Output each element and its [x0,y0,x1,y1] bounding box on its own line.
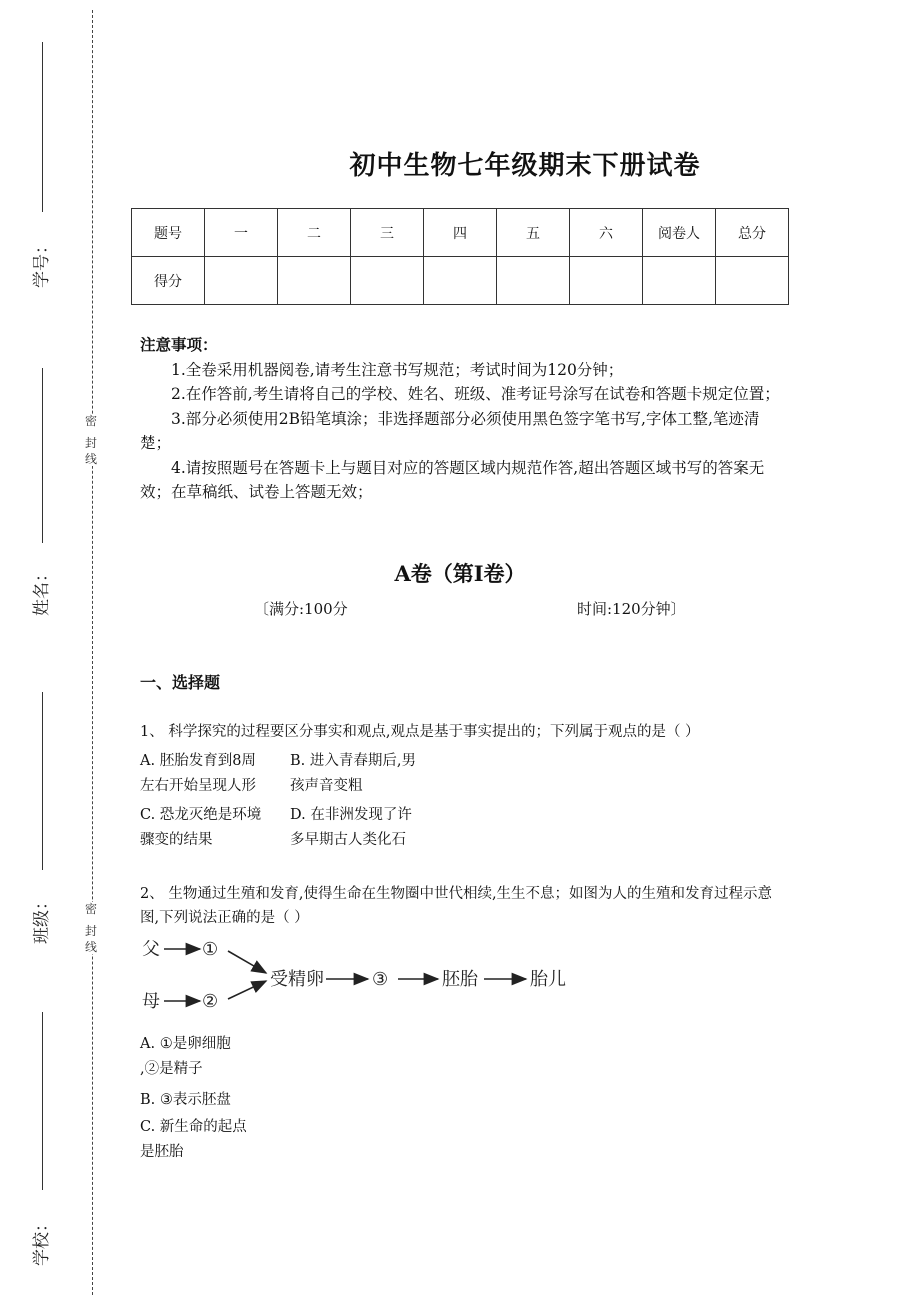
arrow [228,981,266,999]
table-header-cell: 总分 [716,209,789,257]
notes-heading: 注意事项： [140,335,218,354]
score-cell [497,257,570,305]
score-cell [716,257,789,305]
class-label: 班级： [32,893,52,944]
q1-option-c [140,803,261,853]
table-header-cell: 二 [278,209,351,257]
score-cell [278,257,351,305]
table-header-cell: 五 [497,209,570,257]
score-cell [205,257,278,305]
option-text: 多早期古人类化石 [290,832,406,848]
paper-section-title: A卷（第I卷） [394,561,526,586]
full-score-label: 〔满分:100分 [254,600,348,618]
diagram-embryo: 胚胎 [442,969,478,990]
option-text: ,②是精子 [140,1061,203,1077]
option-text: C. 恐龙灭绝是环境 [140,807,262,823]
diagram-zygote: 受精卵 [270,969,324,990]
q2-option-b [140,1088,231,1113]
seal-text-top: 密 封 线 [84,414,97,466]
exam-title: 初中生物七年级期末下册试卷 [349,151,701,181]
question-2-stem: 2、 生物通过生殖和发育,使得生命在生物圈中世代相续,生生不息；如图为人的生殖和发育过程示意图,下列说法正确的是（ ） [140,886,773,926]
option-text: B. 进入青春期后,男 [290,753,416,769]
score-table-header-row [132,209,789,257]
seal-text-bottom: 密 封 线 [84,902,97,954]
reproduction-diagram [140,935,590,1015]
seal-dashed-line [92,10,93,1295]
diagram-circle-2: ② [202,991,219,1012]
table-header-cell: 三 [351,209,424,257]
notes-block [140,333,790,505]
school-underline [42,1012,43,1190]
q2-option-a [140,1032,231,1082]
table-header-cell: 题号 [132,209,205,257]
option-text: A. 胚胎发育到8周 [140,753,256,769]
option-text: D. 在非洲发现了许 [290,807,412,823]
school-label: 学校： [32,1215,52,1266]
option-text: 孩声音变粗 [290,778,363,794]
time-label: 时间:120分钟〕 [577,600,686,618]
score-cell [424,257,497,305]
table-header-cell: 一 [205,209,278,257]
score-cell [351,257,424,305]
notes-item: 3.部分必须使用2B铅笔填涂；非选择题部分必须使用黑色签字笔书写,字体工整,笔迹清楚； [140,409,760,452]
notes-item: 2.在作答前,考生请将自己的学校、姓名、班级、准考证号涂写在试卷和答题卡规定位置； [171,385,780,403]
notes-item: 1.全卷采用机器阅卷,请考生注意书写规范；考试时间为120分钟； [171,360,624,379]
q2-option-c [140,1115,247,1165]
name-label: 姓名： [32,565,52,616]
option-text: B. ③表示胚盘 [140,1092,231,1108]
diagram-circle-1: ① [202,939,219,960]
score-cell [643,257,716,305]
diagram-mother: 母 [142,991,160,1012]
option-text: 是胚胎 [140,1144,184,1160]
option-text: C. 新生命的起点 [140,1119,247,1135]
score-table [131,208,789,305]
q1-option-a [140,749,256,799]
table-header-cell: 六 [570,209,643,257]
option-text: A. ①是卵细胞 [140,1036,231,1052]
part1-heading: 一、选择题 [140,673,221,692]
option-text: 左右开始呈现人形 [140,778,256,794]
score-row-label: 得分 [132,257,205,305]
option-text: 骤变的结果 [140,832,213,848]
score-cell [570,257,643,305]
student-id-label: 学号： [32,237,52,288]
arrow [228,951,266,973]
diagram-fetus: 胎儿 [530,969,566,990]
table-header-cell: 四 [424,209,497,257]
notes-item: 4.请按照题号在答题卡上与题目对应的答题区域内规范作答,超出答题区域书写的答案无效；在草稿纸、试卷上答题无效； [140,458,765,501]
name-underline [42,368,43,543]
question-1-stem: 1、 科学探究的过程要区分事实和观点,观点是基于事实提出的；下列属于观点的是（ ） [140,724,700,740]
table-header-cell: 阅卷人 [643,209,716,257]
score-table-score-row [132,257,789,305]
diagram-circle-3: ③ [372,969,389,990]
q1-option-b [290,749,416,799]
class-underline [42,692,43,870]
q1-option-d [290,803,412,853]
student-id-underline [42,42,43,212]
diagram-father: 父 [142,939,160,960]
